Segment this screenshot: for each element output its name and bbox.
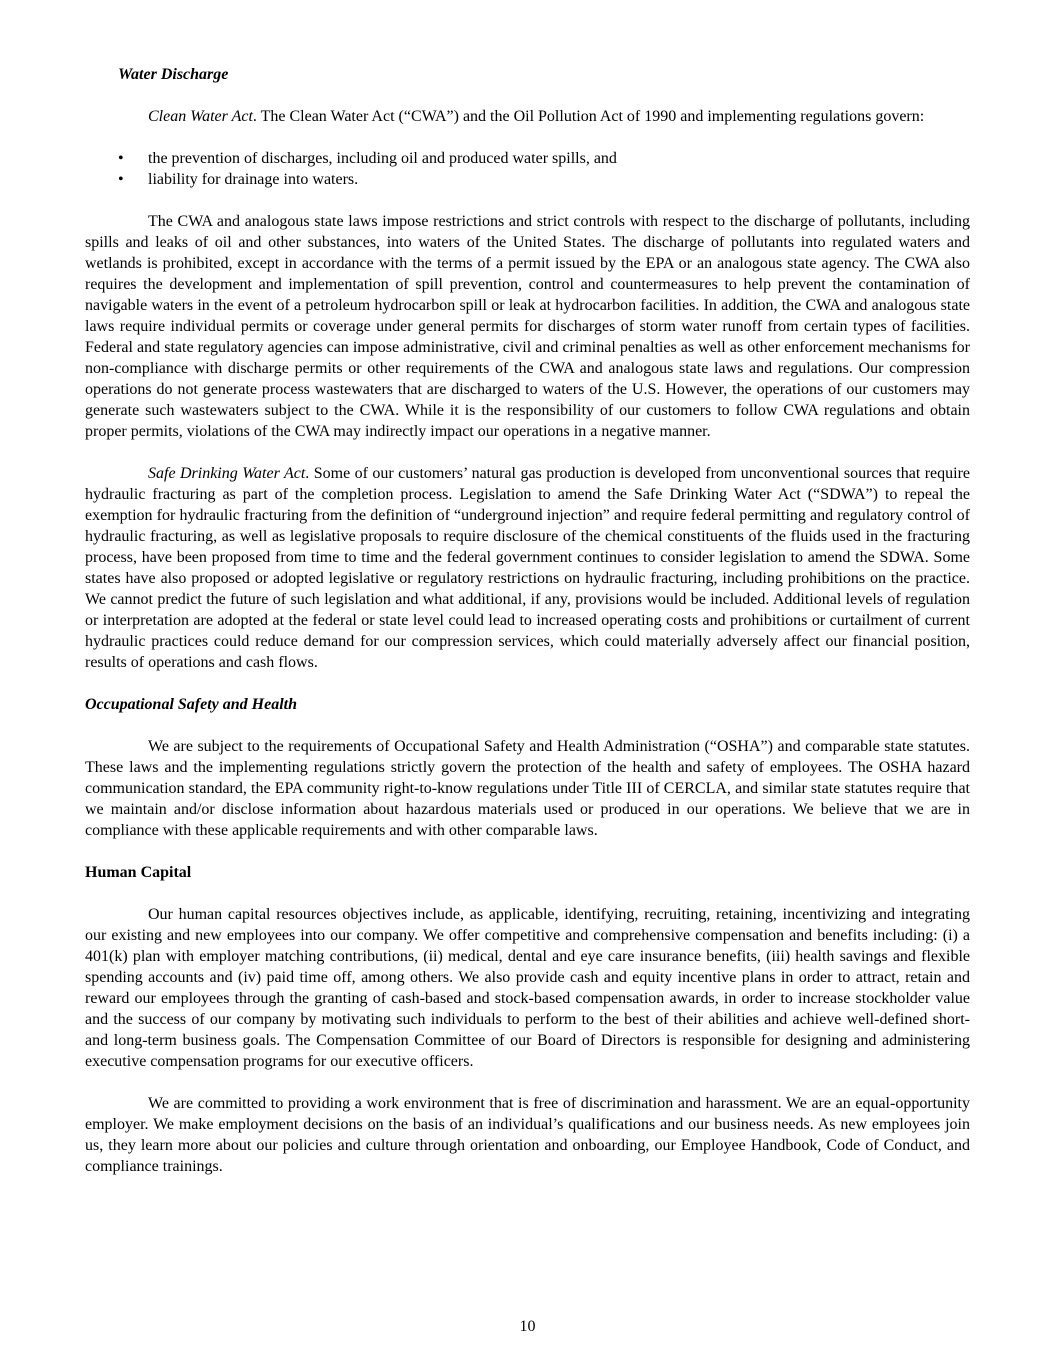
section-heading-human-capital: Human Capital <box>85 864 192 881</box>
paragraph-osha: We are subject to the requirements of Occupational Safety and Health Administration (“OSHA”) and comparable state statutes. These laws and the implementing regulations strictly govern the protection of the health and safety of employees. The OSHA hazard communication standard, the EPA community right-to-know regulations under Title III of CERCLA, and similar state statutes require that we maintain and/or disclose information about hazardous materials used or produced in our operations. We believe that we are in compliance with these applicable requirements and with other comparable laws. <box>85 738 970 839</box>
section-heading-water-discharge: Water Discharge <box>118 66 229 83</box>
bullet-marker: • <box>118 171 124 188</box>
paragraph-human-capital-2: We are committed to providing a work environment that is free of discrimination and harassment. We are an equal-opportunity employer. We make employment decisions on the basis of an individual’s qualifications and our business needs. As new employees join us, they learn more about our policies and culture through orientation and onboarding, our Employee Handbook, Code of Conduct, and compliance trainings. <box>85 1095 970 1175</box>
bullet-text: the prevention of discharges, including oil and produced water spills, and <box>148 150 617 167</box>
safe-drinking-water-act-lead-italic: Safe Drinking Water Act <box>148 465 306 482</box>
bullet-text: liability for drainage into waters. <box>148 171 359 188</box>
bullet-marker: • <box>118 150 124 167</box>
paragraph-safe-drinking-water-act <box>85 463 970 673</box>
section-heading-occupational-safety: Occupational Safety and Health <box>85 696 297 713</box>
clean-water-act-lead-italic: Clean Water Act <box>148 108 253 125</box>
safe-drinking-water-act-text: . Some of our customers’ natural gas production is developed from unconventional sources that require hydraulic fracturing as part of the completion process. Legislation to amend the Safe Drinking Water Act (“SDWA”) to repeal the exemption for hydraulic fracturing from the definition of “underground injection” and require federal permitting and regulatory control of hydraulic fracturing, as well as legislative proposals to require disclosure of the chemical constituents of the fluids used in the fracturing process, have been proposed from time to time and the federal government continues to consider legislation to amend the SDWA. Some states have also proposed or adopted legislative or regulatory restrictions on hydraulic fracturing, including prohibitions on the practice. We cannot predict the future of such legislation and what additional, if any, provisions would be included. Additional levels of regulation or interpretation are adopted at the federal or state level could lead to increased operating costs and prohibitions or curtailment of current hydraulic practices could reduce demand for our compression services, which could materially adversely affect our financial position, results of operations and cash flows. <box>85 465 971 671</box>
list-item <box>85 169 970 190</box>
paragraph-clean-water-act <box>85 106 970 127</box>
paragraph-cwa-restrictions: The CWA and analogous state laws impose restrictions and strict controls with respect to the discharge of pollutants, including spills and leaks of oil and other substances, into waters of the United States. The discharge of pollutants into regulated waters and wetlands is prohibited, except in accordance with the terms of a permit issued by the EPA or an analogous state agency. The CWA also requires the development and implementation of spill prevention, control and countermeasures to help prevent the contamination of navigable waters in the event of a petroleum hydrocarbon spill or leak at hydrocarbon facilities. In addition, the CWA and analogous state laws require individual permits or coverage under general permits for discharges of storm water runoff from certain types of facilities. Federal and state regulatory agencies can impose administrative, civil and criminal penalties as well as other enforcement mechanisms for non-compliance with discharge permits or other requirements of the CWA and analogous state laws and regulations. Our compression operations do not generate process wastewaters that are discharged to waters of the U.S. However, the operations of our customers may generate such wastewaters subject to the CWA. While it is the responsibility of our customers to follow CWA regulations and obtain proper permits, violations of the CWA may indirectly impact our operations in a negative manner. <box>85 213 970 440</box>
list-item <box>85 148 970 169</box>
paragraph-human-capital-1: Our human capital resources objectives include, as applicable, identifying, recruiting, retaining, incentivizing and integrating our existing and new employees into our company. We offer competitive and comprehensive compensation and benefits including: (i) a 401(k) plan with employer matching contributions, (ii) medical, dental and eye care insurance benefits, (iii) health savings and flexible spending accounts and (iv) paid time off, among others. We also provide cash and equity incentive plans in order to attract, retain and reward our employees through the granting of cash-based and stock-based compensation awards, in order to increase stockholder value and the success of our company by motivating such individuals to perform to the best of their abilities and achieve well-defined short- and long-term business goals. The Compensation Committee of our Board of Directors is responsible for designing and administering executive compensation programs for our executive officers. <box>85 906 970 1070</box>
page-number: 10 <box>519 1318 536 1335</box>
clean-water-act-text: . The Clean Water Act (“CWA”) and the Oil Pollution Act of 1990 and implementing regulations govern: <box>252 108 925 125</box>
bullet-list <box>85 148 970 190</box>
